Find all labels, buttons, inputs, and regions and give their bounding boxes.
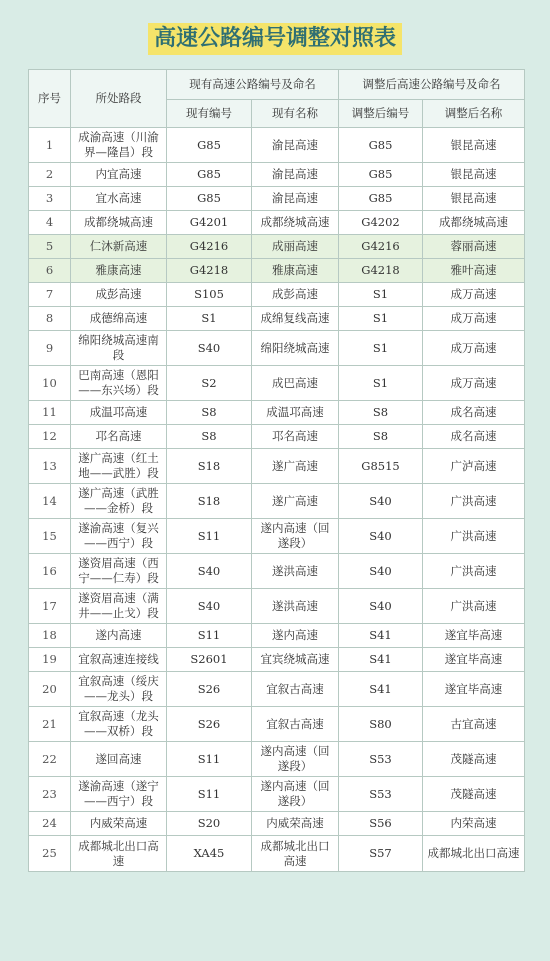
row-adjusted-name: 遂宜毕高速	[423, 624, 525, 648]
table-row	[29, 836, 525, 872]
row-adjusted-name: 广洪高速	[423, 519, 525, 554]
row-adjusted-code: S8	[339, 401, 423, 425]
header-current-name: 现有名称	[252, 100, 339, 128]
row-seq: 11	[29, 401, 71, 425]
row-adjusted-code: G4218	[339, 259, 423, 283]
row-current-code: S11	[167, 742, 252, 777]
row-adjusted-name: 银昆高速	[423, 187, 525, 211]
row-adjusted-code: S1	[339, 331, 423, 366]
table-row	[29, 187, 525, 211]
row-section: 成德绵高速	[71, 307, 167, 331]
row-adjusted-name: 成万高速	[423, 366, 525, 401]
row-current-code: S18	[167, 449, 252, 484]
row-section: 成都绕城高速	[71, 211, 167, 235]
row-current-name: 渝昆高速	[252, 163, 339, 187]
row-section: 成都城北出口高速	[71, 836, 167, 872]
table-row	[29, 707, 525, 742]
row-current-name: 绵阳绕城高速	[252, 331, 339, 366]
row-current-code: S18	[167, 484, 252, 519]
row-section: 成渝高速（川渝界—隆昌）段	[71, 128, 167, 163]
header-adjusted-name: 调整后名称	[423, 100, 525, 128]
table-row	[29, 648, 525, 672]
row-seq: 8	[29, 307, 71, 331]
row-current-name: 雅康高速	[252, 259, 339, 283]
row-current-name: 渝昆高速	[252, 187, 339, 211]
row-current-name: 渝昆高速	[252, 128, 339, 163]
row-seq: 18	[29, 624, 71, 648]
row-current-name: 遂内高速（回遂段）	[252, 742, 339, 777]
row-section: 遂回高速	[71, 742, 167, 777]
row-current-name: 宜叙古高速	[252, 707, 339, 742]
row-section: 成温邛高速	[71, 401, 167, 425]
header-current-code: 现有编号	[167, 100, 252, 128]
row-adjusted-code: S53	[339, 742, 423, 777]
row-current-name: 邛名高速	[252, 425, 339, 449]
row-section: 宜叙高速（龙头——双桥）段	[71, 707, 167, 742]
row-adjusted-name: 广洪高速	[423, 484, 525, 519]
row-adjusted-code: S40	[339, 519, 423, 554]
row-seq: 4	[29, 211, 71, 235]
row-adjusted-code: S1	[339, 307, 423, 331]
row-adjusted-code: G4202	[339, 211, 423, 235]
table-row	[29, 777, 525, 812]
table-row	[29, 742, 525, 777]
row-adjusted-code: S57	[339, 836, 423, 872]
row-adjusted-code: S56	[339, 812, 423, 836]
header-seq: 序号	[29, 70, 71, 128]
row-section: 内宜高速	[71, 163, 167, 187]
row-current-name: 遂广高速	[252, 484, 339, 519]
row-adjusted-code: S40	[339, 589, 423, 624]
row-seq: 20	[29, 672, 71, 707]
row-adjusted-code: G8515	[339, 449, 423, 484]
row-current-name: 成巴高速	[252, 366, 339, 401]
row-adjusted-code: S40	[339, 554, 423, 589]
row-adjusted-name: 成名高速	[423, 401, 525, 425]
row-adjusted-name: 银昆高速	[423, 163, 525, 187]
table-row	[29, 366, 525, 401]
row-adjusted-name: 古宜高速	[423, 707, 525, 742]
table-row	[29, 128, 525, 163]
row-adjusted-name: 成都城北出口高速	[423, 836, 525, 872]
row-section: 邛名高速	[71, 425, 167, 449]
row-current-name: 遂洪高速	[252, 554, 339, 589]
row-adjusted-name: 成万高速	[423, 307, 525, 331]
row-seq: 7	[29, 283, 71, 307]
row-current-code: S8	[167, 425, 252, 449]
row-section: 巴南高速（恩阳——东兴场）段	[71, 366, 167, 401]
row-section: 宜叙高速连接线	[71, 648, 167, 672]
row-adjusted-code: S1	[339, 283, 423, 307]
row-current-name: 宜宾绕城高速	[252, 648, 339, 672]
header-row-group	[29, 70, 525, 100]
row-section: 遂资眉高速（满井——止戈）段	[71, 589, 167, 624]
row-current-name: 遂洪高速	[252, 589, 339, 624]
table-row	[29, 211, 525, 235]
row-seq: 25	[29, 836, 71, 872]
row-current-code: S40	[167, 589, 252, 624]
table-header	[29, 70, 525, 128]
row-adjusted-name: 广洪高速	[423, 554, 525, 589]
row-section: 遂内高速	[71, 624, 167, 648]
row-current-code: S40	[167, 331, 252, 366]
table-row	[29, 484, 525, 519]
row-adjusted-code: S53	[339, 777, 423, 812]
table-row	[29, 624, 525, 648]
row-adjusted-name: 成万高速	[423, 331, 525, 366]
row-seq: 16	[29, 554, 71, 589]
row-current-name: 遂广高速	[252, 449, 339, 484]
row-current-name: 成丽高速	[252, 235, 339, 259]
row-adjusted-code: S1	[339, 366, 423, 401]
title-bar	[0, 0, 550, 69]
table-row	[29, 589, 525, 624]
row-seq: 23	[29, 777, 71, 812]
row-adjusted-name: 广洪高速	[423, 589, 525, 624]
row-current-code: S8	[167, 401, 252, 425]
row-adjusted-code: S41	[339, 648, 423, 672]
row-seq: 14	[29, 484, 71, 519]
row-current-code: XA45	[167, 836, 252, 872]
table-row	[29, 425, 525, 449]
page-title: 高速公路编号调整对照表	[148, 23, 402, 55]
table-row	[29, 519, 525, 554]
row-adjusted-code: G85	[339, 128, 423, 163]
row-section: 绵阳绕城高速南段	[71, 331, 167, 366]
row-seq: 15	[29, 519, 71, 554]
row-seq: 21	[29, 707, 71, 742]
row-seq: 2	[29, 163, 71, 187]
row-current-name: 遂内高速（回遂段）	[252, 777, 339, 812]
comparison-table	[28, 69, 525, 872]
header-adjusted-code: 调整后编号	[339, 100, 423, 128]
row-current-code: G85	[167, 187, 252, 211]
row-adjusted-name: 遂宜毕高速	[423, 672, 525, 707]
row-section: 遂广高速（红土地——武胜）段	[71, 449, 167, 484]
row-adjusted-name: 遂宜毕高速	[423, 648, 525, 672]
row-section: 宜叙高速（绥庆——龙头）段	[71, 672, 167, 707]
header-section: 所处路段	[71, 70, 167, 128]
row-section: 遂广高速（武胜——金桥）段	[71, 484, 167, 519]
row-adjusted-code: S41	[339, 672, 423, 707]
row-current-code: S11	[167, 624, 252, 648]
header-current-group: 现有高速公路编号及命名	[167, 70, 339, 100]
row-current-code: G4216	[167, 235, 252, 259]
table-row	[29, 449, 525, 484]
table-row	[29, 672, 525, 707]
row-current-code: S2	[167, 366, 252, 401]
row-seq: 5	[29, 235, 71, 259]
row-adjusted-code: S41	[339, 624, 423, 648]
row-current-name: 宜叙古高速	[252, 672, 339, 707]
row-adjusted-code: G4216	[339, 235, 423, 259]
row-adjusted-name: 成万高速	[423, 283, 525, 307]
row-adjusted-code: G85	[339, 163, 423, 187]
row-current-name: 成都绕城高速	[252, 211, 339, 235]
row-seq: 6	[29, 259, 71, 283]
row-current-name: 遂内高速	[252, 624, 339, 648]
row-current-code: S11	[167, 777, 252, 812]
row-current-name: 成温邛高速	[252, 401, 339, 425]
row-current-code: S40	[167, 554, 252, 589]
row-section: 宜水高速	[71, 187, 167, 211]
row-adjusted-name: 蓉丽高速	[423, 235, 525, 259]
row-section: 内威荣高速	[71, 812, 167, 836]
row-section: 仁沐新高速	[71, 235, 167, 259]
row-current-code: G4201	[167, 211, 252, 235]
row-seq: 19	[29, 648, 71, 672]
row-adjusted-name: 雅叶高速	[423, 259, 525, 283]
row-section: 雅康高速	[71, 259, 167, 283]
row-adjusted-name: 成都绕城高速	[423, 211, 525, 235]
row-seq: 1	[29, 128, 71, 163]
row-seq: 17	[29, 589, 71, 624]
row-current-code: S2601	[167, 648, 252, 672]
row-current-name: 成彭高速	[252, 283, 339, 307]
row-current-code: S105	[167, 283, 252, 307]
table-row	[29, 259, 525, 283]
row-section: 成彭高速	[71, 283, 167, 307]
row-adjusted-name: 内荣高速	[423, 812, 525, 836]
row-adjusted-code: S8	[339, 425, 423, 449]
row-current-name: 成都城北出口高速	[252, 836, 339, 872]
table-row	[29, 812, 525, 836]
table-row	[29, 235, 525, 259]
row-current-code: G85	[167, 163, 252, 187]
row-adjusted-name: 银昆高速	[423, 128, 525, 163]
row-current-code: S26	[167, 707, 252, 742]
table-row	[29, 401, 525, 425]
row-seq: 3	[29, 187, 71, 211]
row-adjusted-name: 广泸高速	[423, 449, 525, 484]
row-current-code: G4218	[167, 259, 252, 283]
row-current-name: 内威荣高速	[252, 812, 339, 836]
table-row	[29, 554, 525, 589]
table-row	[29, 307, 525, 331]
row-adjusted-name: 成名高速	[423, 425, 525, 449]
row-current-code: S20	[167, 812, 252, 836]
table-row	[29, 283, 525, 307]
row-section: 遂资眉高速（西宁——仁寿）段	[71, 554, 167, 589]
row-current-code: S1	[167, 307, 252, 331]
row-current-code: G85	[167, 128, 252, 163]
row-adjusted-code: S80	[339, 707, 423, 742]
table-body	[29, 128, 525, 872]
row-seq: 9	[29, 331, 71, 366]
table-row	[29, 163, 525, 187]
row-seq: 12	[29, 425, 71, 449]
row-adjusted-code: S40	[339, 484, 423, 519]
row-seq: 24	[29, 812, 71, 836]
row-current-code: S26	[167, 672, 252, 707]
table-row	[29, 331, 525, 366]
row-seq: 10	[29, 366, 71, 401]
row-section: 遂渝高速（复兴——西宁）段	[71, 519, 167, 554]
row-adjusted-code: G85	[339, 187, 423, 211]
row-seq: 22	[29, 742, 71, 777]
row-current-name: 成绵复线高速	[252, 307, 339, 331]
row-adjusted-name: 茂隧高速	[423, 742, 525, 777]
row-adjusted-name: 茂隧高速	[423, 777, 525, 812]
row-current-code: S11	[167, 519, 252, 554]
header-adjusted-group: 调整后高速公路编号及命名	[339, 70, 525, 100]
row-section: 遂渝高速（遂宁——西宁）段	[71, 777, 167, 812]
row-seq: 13	[29, 449, 71, 484]
row-current-name: 遂内高速（回遂段）	[252, 519, 339, 554]
